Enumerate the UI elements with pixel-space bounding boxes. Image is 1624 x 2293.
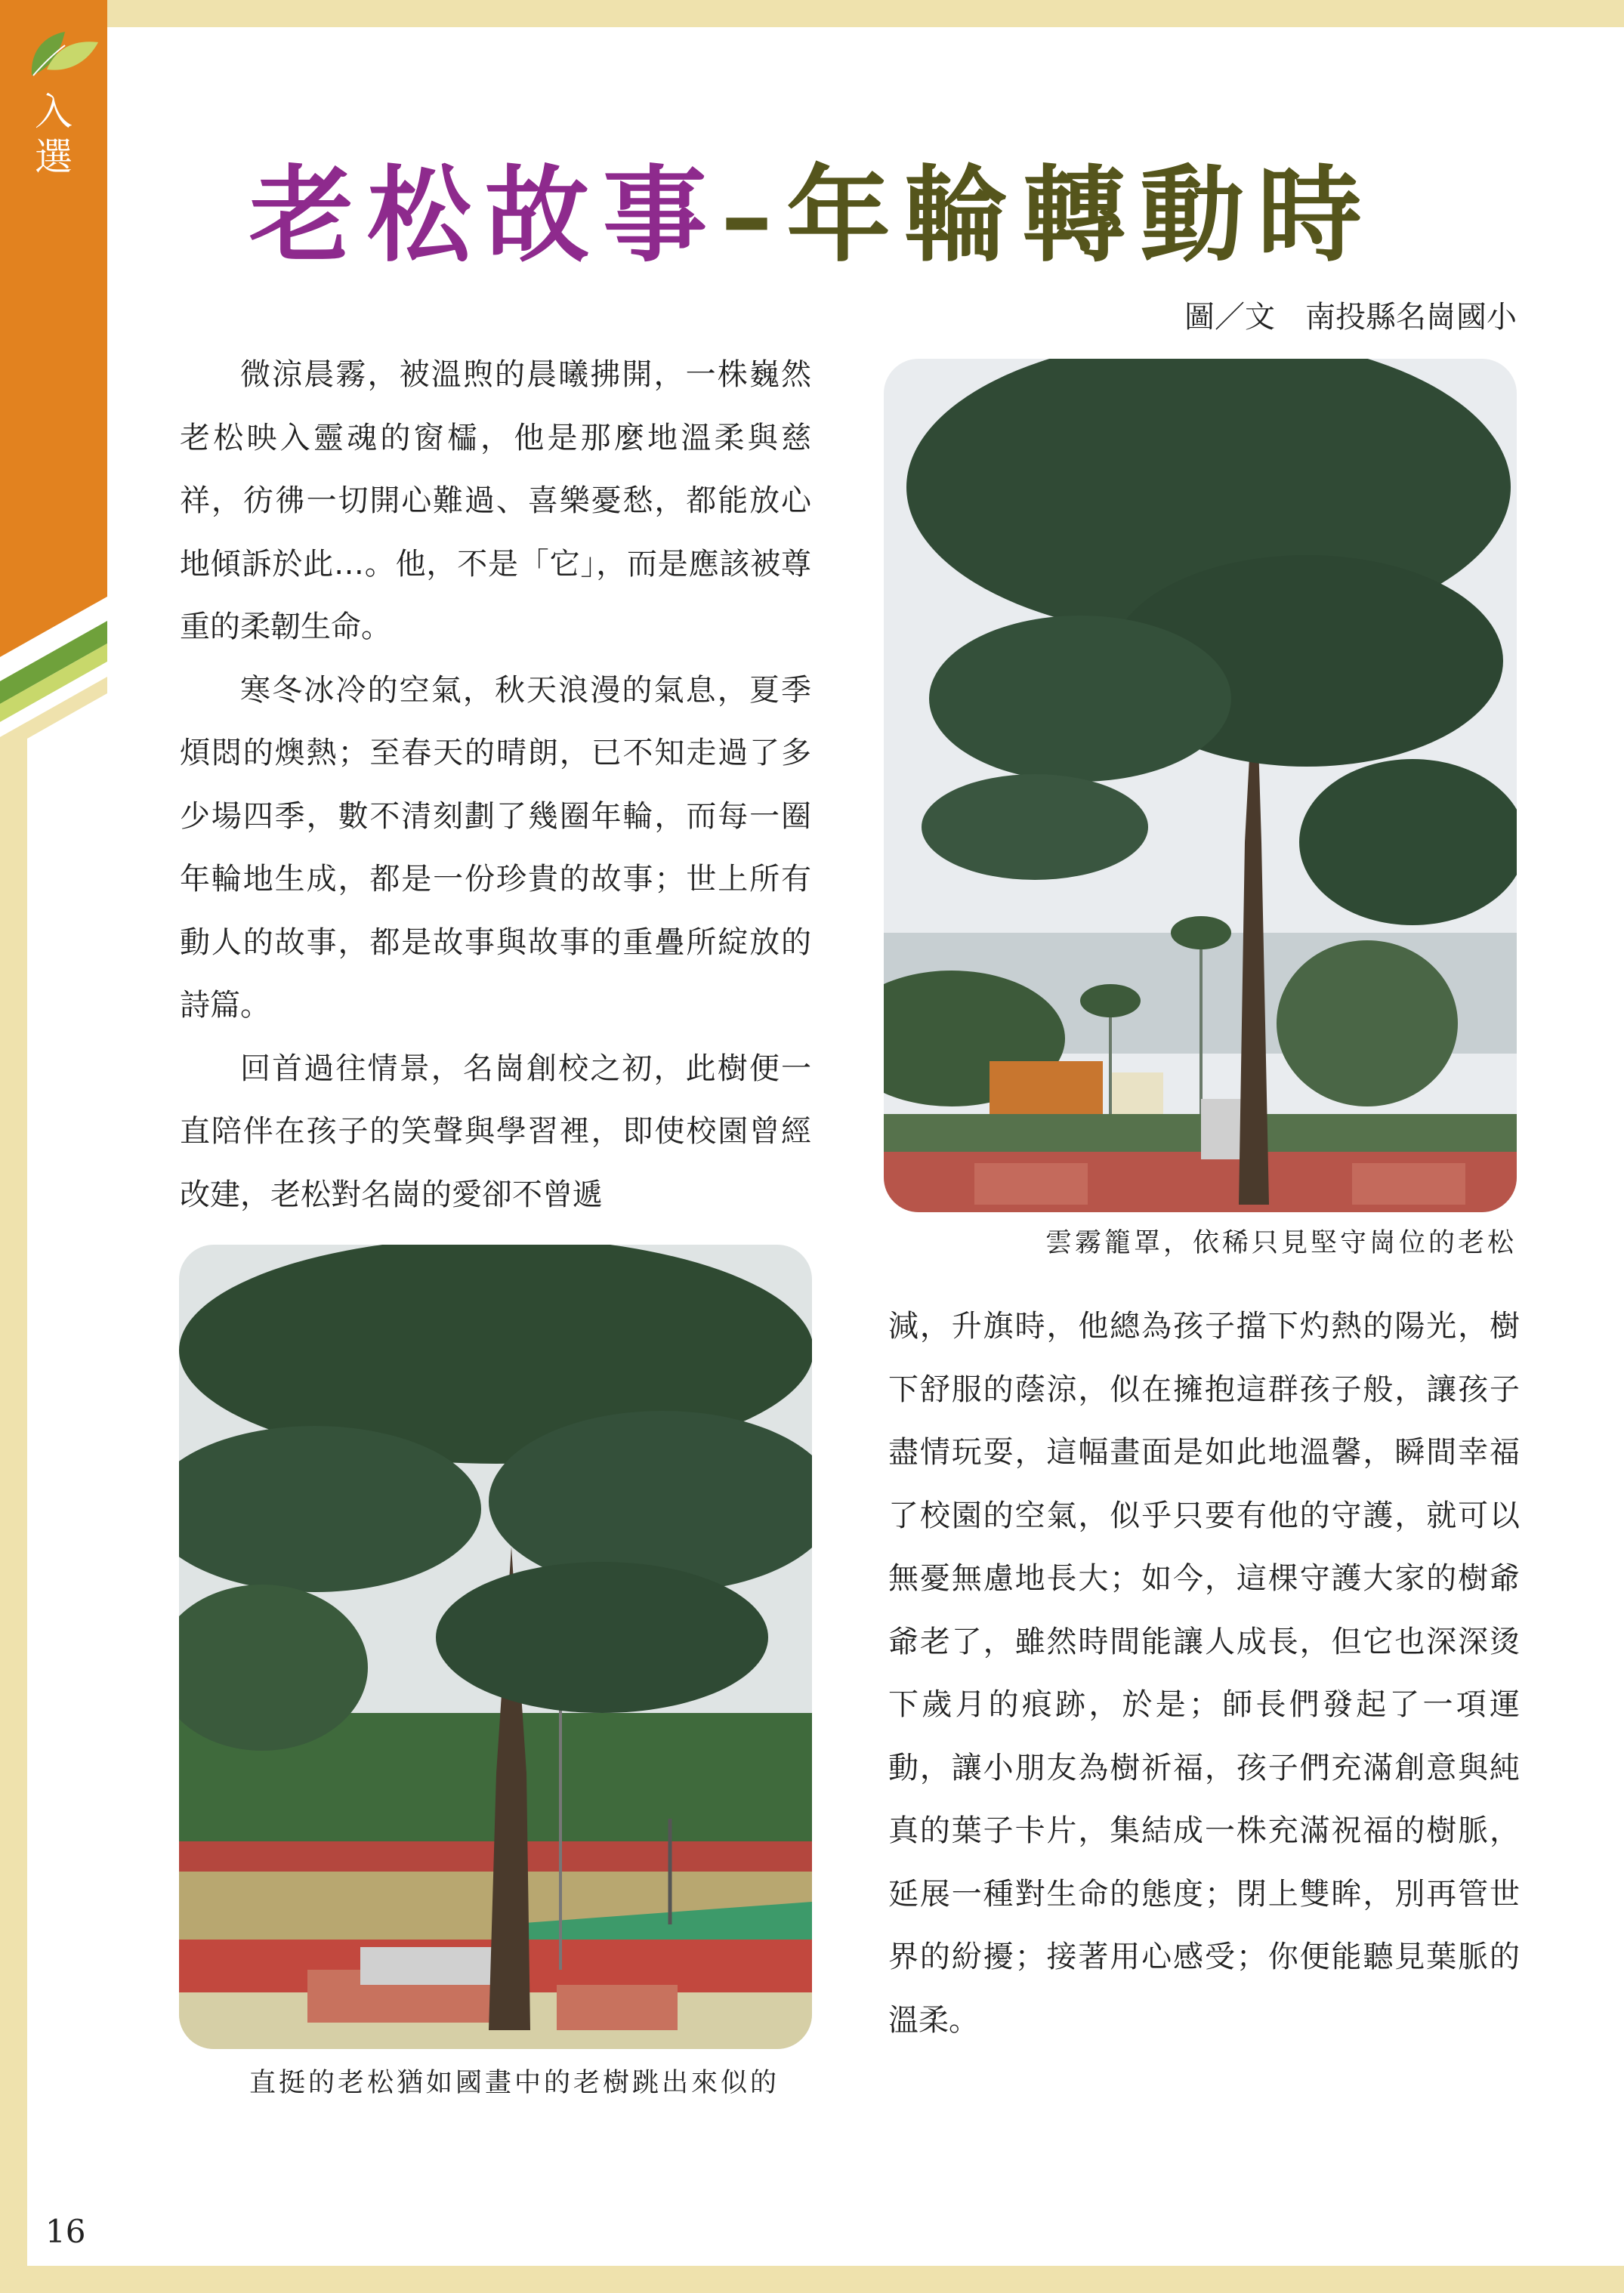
photo-caption-left: 直挺的老松猶如國畫中的老樹跳出來似的 (249, 2068, 780, 2098)
title-part2: 年輪轉動時 (786, 153, 1376, 276)
top-border-band (0, 0, 1624, 27)
title-part1: 老松故事 (249, 153, 721, 276)
leaf-icon (26, 23, 101, 83)
paragraph-4: 減，升旗時，他總為孩子擋下灼熱的陽光，樹下舒服的蔭涼，似在擁抱這群孩子般，讓孩子盡情玩耍，這幅畫面是如此地溫馨，瞬間幸福了校園的空氣，似乎只要有他的守護，就可以無憂無慮地長大；如今，這棵守護大家的樹爺爺老了，雖然時間能讓人成長，但它也深深烫下歲月的痕跡，於是；師長們發起了一項運動，讓小朋友為樹祈福，孩子們充滿創意與純真的葉子卡片，集結成一株充滿祝福的樹脈，延展一種對生命的態度；閉上雙眸，別再管世界的紛擾；接著用心感受；你便能聽見葉脈的溫柔。 (888, 1309, 1520, 2038)
paragraph-1: 微涼晨霧，被溫煦的晨曦拂開，一株巍然老松映入靈魂的窗櫺，他是那麼地溫柔與慈祥，彷彿一切開心難過、喜樂憂愁，都能放心地傾訴於此…。他，不是「它」，而是應該被尊重的柔韌生命。 (180, 357, 811, 644)
side-tab-label: 入選 (35, 90, 73, 179)
article-title (249, 155, 1473, 276)
photo-misty-pine (884, 359, 1517, 1212)
title-dash: – (721, 153, 787, 276)
paragraph-2: 寒冬冰冷的空氣，秋天浪漫的氣息，夏季煩悶的燠熱；至春天的晴朗，已不知走過了多少場四季，數不清刻劃了幾圈年輪，而每一圈年輪地生成，都是一份珍貴的故事；世上所有動人的故事，都是故事與故事的重疊所綻放的詩篇。 (180, 672, 811, 1023)
author-credit: 圖／文 南投縣名崗國小 (1184, 300, 1517, 335)
text-column-right (888, 1295, 1520, 2052)
photo-caption-right: 雲霧籠罩，依稀只見堅守崗位的老松 (1045, 1228, 1517, 1258)
text-column-left (180, 344, 811, 1227)
page-number: 16 (45, 2213, 86, 2250)
bottom-border-band (0, 2266, 1624, 2293)
paragraph-3: 回首過往情景，名崗創校之初，此樹便一直陪伴在孩子的笑聲與學習裡，即使校園曾經改建，老松對名崗的愛卻不曾遞 (180, 1051, 811, 1212)
photo-upright-pine (179, 1245, 812, 2049)
